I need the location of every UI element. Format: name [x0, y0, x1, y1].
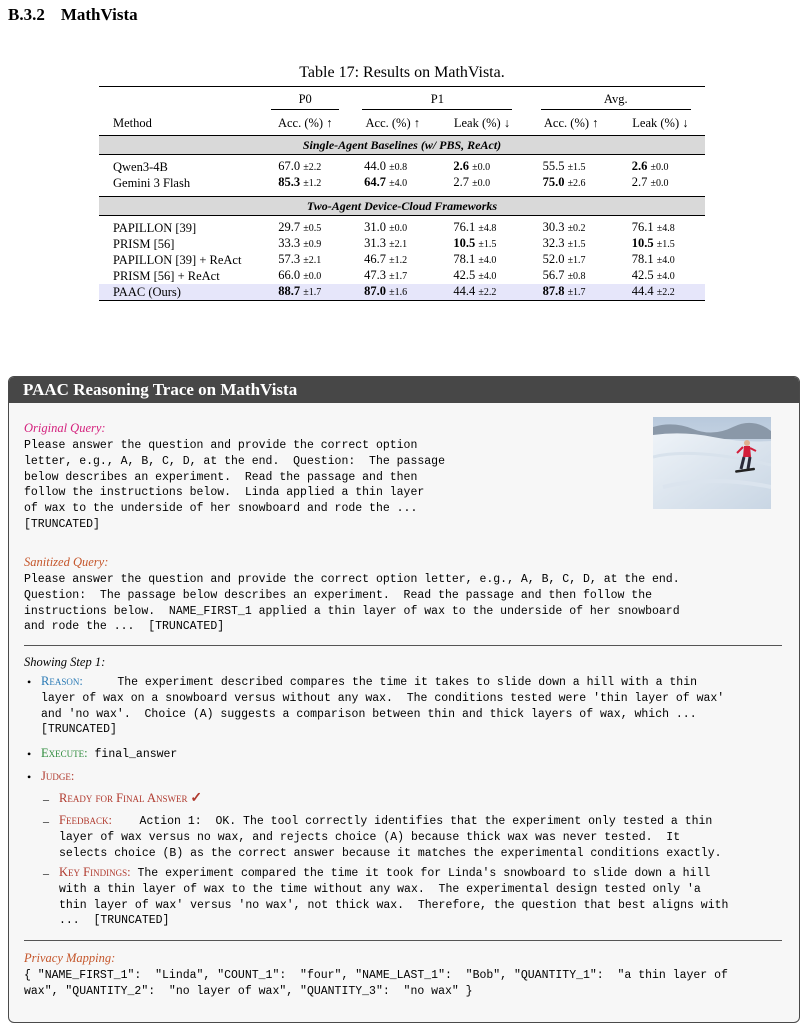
cell-value: 2.7 [453, 175, 469, 189]
cell-value: 87.0 [364, 284, 387, 298]
cell-value: 64.7 [364, 175, 387, 189]
cell-value: 44.0 [364, 159, 387, 173]
cell-std: ±0.0 [650, 178, 669, 189]
cell-value: 44.4 [631, 284, 654, 298]
cell-value: 78.1 [453, 252, 476, 266]
cell-std: ±0.0 [650, 162, 669, 173]
cell-std: ±0.0 [303, 271, 322, 282]
feedback-text: Action 1: OK. The tool correctly identifies that the experiment only tested a thin layer of wax versus no wax, and rejects choice (A) because thick wax was never tested. It selects choice (B) as the correct answer because it matches the experimental conditions exactly. [59, 815, 722, 860]
cell-value: 30.3 [542, 220, 565, 234]
cell-value: 87.8 [542, 284, 565, 298]
feedback-label: Feedback: [59, 813, 112, 827]
ready-label: Ready for Final Answer [59, 791, 188, 805]
cell-std: ±0.0 [389, 223, 408, 234]
section-header-row [99, 197, 705, 216]
cell-std: ±0.2 [567, 223, 586, 234]
cell-value: 2.7 [631, 175, 648, 189]
value-cell [437, 175, 526, 191]
cell-std: ±0.5 [303, 223, 322, 234]
value-cell [527, 159, 616, 175]
section-number: B.3.2 [8, 5, 45, 24]
bullet: • [27, 747, 32, 761]
cell-std: ±0.8 [389, 162, 408, 173]
cell-std: ±4.0 [478, 271, 497, 282]
cell-std: ±1.5 [567, 162, 586, 173]
cell-std: ±4.0 [656, 271, 675, 282]
section-title: MathVista [60, 5, 138, 24]
cell-value: 66.0 [278, 268, 301, 282]
cell-std: ±1.5 [656, 239, 675, 250]
value-cell [527, 284, 616, 301]
value-cell [262, 220, 348, 236]
cell-value: 10.5 [453, 236, 476, 250]
check-icon: ✓ [190, 791, 203, 806]
cell-std: ±0.0 [472, 162, 491, 173]
cell-std: ±1.2 [303, 178, 322, 189]
section-heading [8, 5, 138, 25]
feedback-block [59, 813, 722, 861]
cell-value: 2.6 [631, 159, 648, 173]
section-title: Two-Agent Device-Cloud Frameworks [99, 197, 705, 216]
value-cell [262, 175, 348, 191]
divider [24, 940, 782, 941]
cell-value: 55.5 [542, 159, 565, 173]
cell-value: 2.6 [453, 159, 469, 173]
cell-std: ±4.8 [656, 223, 675, 234]
value-cell [437, 284, 526, 301]
cell-std: ±2.6 [567, 178, 586, 189]
column-header: Leak (%) ↓ [632, 115, 689, 130]
group-header: Avg. [541, 92, 691, 110]
cell-std: ±1.5 [478, 239, 497, 250]
reason-label: Reason: [41, 674, 83, 688]
original-query-label: Original Query: [24, 421, 106, 435]
group-header-row [99, 87, 705, 112]
privacy-mapping-text: { "NAME_FIRST_1": "Linda", "COUNT_1": "four", "NAME_LAST_1": "Bob", "QUANTITY_1": "a thin layer of wax", "QUANTITY_2": "no layer of wax", "QUANTITY_3": "no wax" } [24, 969, 728, 998]
column-header: Acc. (%) ↑ [543, 115, 599, 130]
value-cell [616, 268, 705, 284]
value-cell [527, 220, 616, 236]
value-cell [262, 268, 348, 284]
value-cell [348, 220, 437, 236]
value-cell [348, 236, 437, 252]
value-cell [616, 175, 705, 191]
divider [24, 645, 782, 646]
cell-value: 57.3 [278, 252, 301, 266]
value-cell [616, 159, 705, 175]
sanitized-query-text: Please answer the question and provide the correct option letter, e.g., A, B, C, D, at the end. Question: The passage below describes an experiment. Read the passage and then follow the instructions below. NAME_FIRST_1 applied a thin layer of wax to the underside of her snowboard and rode the ... [TRUNCATED] [24, 573, 680, 634]
value-cell [348, 159, 437, 175]
table-row [99, 175, 705, 191]
cell-value: 10.5 [631, 236, 654, 250]
method-cell: Qwen3-4B [113, 159, 168, 174]
cell-value: 44.4 [453, 284, 476, 298]
table-row [99, 252, 705, 268]
results-table [99, 86, 705, 301]
value-cell [262, 236, 348, 252]
method-cell: PRISM [56] + ReAct [113, 268, 220, 283]
privacy-mapping-label: Privacy Mapping: [24, 951, 116, 965]
cell-value: 47.3 [364, 268, 387, 282]
group-header: P0 [271, 92, 339, 110]
method-cell: PAPILLON [39] [113, 220, 197, 235]
step-label: Showing Step 1: [24, 655, 106, 669]
value-cell [348, 268, 437, 284]
cell-value: 56.7 [542, 268, 565, 282]
method-cell: Gemini 3 Flash [113, 175, 191, 190]
value-cell [348, 175, 437, 191]
method-cell: PRISM [56] [113, 236, 175, 251]
table-row [99, 159, 705, 175]
table-row [99, 220, 705, 236]
cell-value: 42.5 [631, 268, 654, 282]
cell-std: ±4.8 [478, 223, 497, 234]
cell-std: ±2.1 [303, 255, 322, 266]
reason-text: The experiment described compares the time it takes to slide down a hill with a thin layer of wax on a snowboard versus without any wax. The conditions tested were 'thin layer of wax' and 'no wax'. Choice (A) suggests a comparison between thin and thick layers of wax, which ... [TRUNCATED] [41, 676, 725, 737]
cell-std: ±2.1 [389, 239, 408, 250]
cell-value: 46.7 [364, 252, 387, 266]
table-caption: Table 17: Results on MathVista. [299, 64, 505, 81]
execute-label: Execute: [41, 746, 88, 760]
value-cell [348, 252, 437, 268]
snowboarder-image [653, 417, 771, 509]
cell-value: 31.0 [364, 220, 387, 234]
value-cell [527, 175, 616, 191]
findings-block [59, 865, 728, 929]
sanitized-query-label: Sanitized Query: [24, 555, 109, 569]
method-cell: PAAC (Ours) [99, 284, 262, 301]
cell-std: ±1.5 [567, 239, 586, 250]
value-cell [437, 159, 526, 175]
cell-std: ±0.9 [303, 239, 322, 250]
dash: – [43, 814, 49, 828]
cell-std: ±1.7 [303, 287, 322, 298]
value-cell [262, 284, 348, 301]
ready-block [59, 791, 202, 808]
column-header: Acc. (%) ↑ [277, 115, 333, 130]
value-cell [437, 220, 526, 236]
column-header: Acc. (%) ↑ [365, 115, 420, 130]
value-cell [616, 252, 705, 268]
section-header-row [99, 136, 705, 155]
cell-std: ±2.2 [478, 287, 497, 298]
cell-std: ±4.0 [478, 255, 497, 266]
value-cell [527, 268, 616, 284]
column-header: Method [113, 115, 152, 130]
cell-std: ±0.8 [567, 271, 586, 282]
value-cell [527, 252, 616, 268]
cell-value: 85.3 [278, 175, 301, 189]
reason-block [41, 674, 724, 738]
value-cell [616, 284, 705, 301]
cell-std: ±2.2 [656, 287, 675, 298]
column-header-row [99, 111, 705, 136]
cell-value: 31.3 [364, 236, 387, 250]
cell-std: ±1.7 [567, 287, 586, 298]
cell-value: 88.7 [278, 284, 301, 298]
cell-std: ±0.0 [472, 178, 491, 189]
cell-value: 67.0 [278, 159, 301, 173]
execute-block [41, 746, 177, 763]
execute-text: final_answer [94, 748, 178, 761]
trace-title: PAAC Reasoning Trace on MathVista [9, 377, 799, 403]
cell-value: 42.5 [453, 268, 476, 282]
bullet: • [27, 770, 32, 784]
table-row [99, 284, 705, 301]
cell-std: ±2.2 [303, 162, 322, 173]
value-cell [437, 252, 526, 268]
cell-value: 29.7 [278, 220, 301, 234]
value-cell [616, 236, 705, 252]
value-cell [616, 220, 705, 236]
original-query-text: Please answer the question and provide the correct option letter, e.g., A, B, C, D, at the end. Question: The passage below describes an experiment. Read the passage and then follow the instructions below. Linda applied a thin layer of wax to the underside of her snowboard and rode the ... [TRUNCATED] [24, 439, 445, 531]
cell-std: ±1.7 [389, 271, 408, 282]
section-title: Single-Agent Baselines (w/ PBS, ReAct) [99, 136, 705, 155]
findings-text: The experiment compared the time it took for Linda's snowboard to slide down a hill with a thin layer of wax to the time without any wax. The experimental design tested only 'a thin layer of wax' versus 'no wax', not thick wax. Therefore, the question that best aligns with ... [TRUNCATED] [59, 867, 729, 928]
cell-value: 32.3 [542, 236, 565, 250]
value-cell [262, 252, 348, 268]
value-cell [262, 159, 348, 175]
cell-value: 33.3 [278, 236, 301, 250]
group-header: P1 [362, 92, 512, 110]
dash: – [43, 792, 49, 806]
cell-value: 52.0 [542, 252, 565, 266]
cell-value: 78.1 [631, 252, 654, 266]
cell-std: ±1.2 [389, 255, 408, 266]
value-cell [348, 284, 437, 301]
dash: – [43, 866, 49, 880]
reasoning-trace-box [8, 376, 800, 1023]
bullet: • [27, 675, 32, 689]
value-cell [437, 236, 526, 252]
cell-value: 76.1 [453, 220, 476, 234]
cell-value: 76.1 [631, 220, 654, 234]
cell-std: ±1.7 [567, 255, 586, 266]
cell-std: ±4.0 [656, 255, 675, 266]
table-row [99, 268, 705, 284]
judge-label: Judge: [41, 769, 75, 783]
cell-value: 75.0 [542, 175, 565, 189]
column-header: Leak (%) ↓ [453, 115, 511, 130]
value-cell [527, 236, 616, 252]
cell-std: ±1.6 [389, 287, 408, 298]
judge-block [41, 769, 74, 786]
cell-std: ±4.0 [389, 178, 408, 189]
value-cell [437, 268, 526, 284]
method-cell: PAPILLON [39] + ReAct [113, 252, 242, 267]
findings-label: Key Findings: [59, 865, 131, 879]
table-row [99, 236, 705, 252]
